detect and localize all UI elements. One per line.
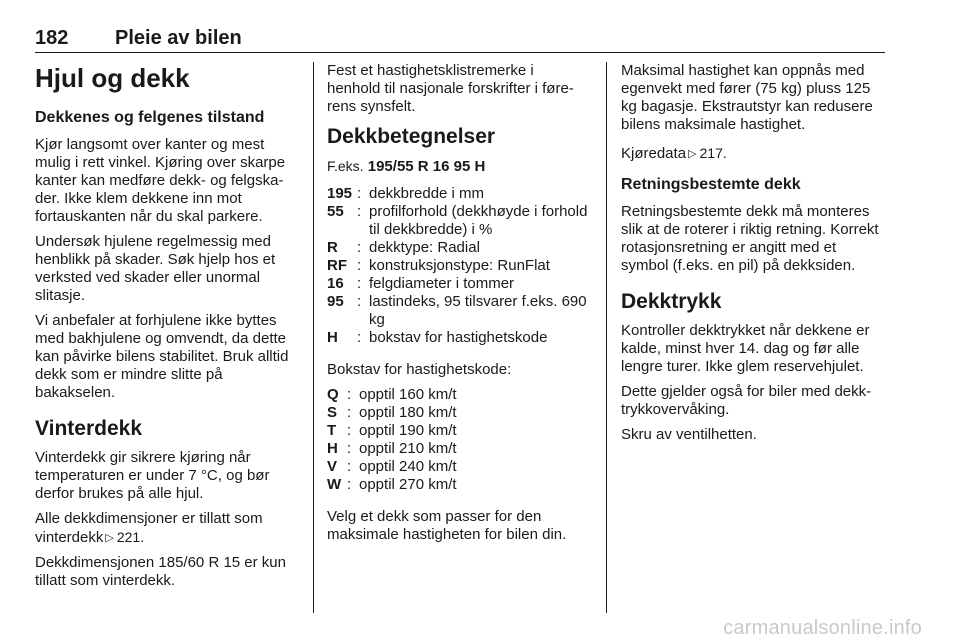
list-item: 55 : profilforhold (dekkhøyde i forhold til dekkbredde) i % <box>327 203 588 238</box>
heading-tire-designations: Dekkbetegnelser <box>327 125 496 148</box>
list-item: T : opptil 190 km/t <box>327 422 457 439</box>
paragraph: Kjør langsomt over kanter og mest mulig i rett vinkel. Kjøring over skarpe kanter kan medføre dekk- og felgskader. Ikke klem dekkene inn mot fortauskanten når du skal parkere. <box>35 136 286 225</box>
heading-tire-pressure: Dekktrykk <box>621 290 722 313</box>
list-item: H : opptil 210 km/t <box>327 440 457 457</box>
list-item: V : opptil 240 km/t <box>327 458 457 475</box>
page-reference-arrow-icon: ▷ <box>105 532 114 544</box>
list-item: H : bokstav for hastighetskode <box>327 329 548 346</box>
paragraph: Bokstav for hastighetskode: <box>327 361 512 378</box>
page-reference-link[interactable]: 221. <box>116 529 145 545</box>
example-prefix: F.eks. <box>327 158 364 174</box>
paragraph: Fest et hastighetsklistremerke i henhold til nasjonale forskrifter i førerens synsfelt. <box>327 62 574 115</box>
paragraph: Kontroller dekktrykket når dekkene er kalde, minst hver 14. dag og før alle lengre turer. Ikke glem reservehjulet. <box>621 322 870 375</box>
watermark: carmanualsonline.info <box>723 617 922 639</box>
paragraph: Retningsbestemte dekk må monteres slik at de roterer i riktig retning. Korrekt rotasjonsretning er angitt med et symbol (f.eks. en pil) på dekksiden. <box>621 203 879 274</box>
subheading-directional-tires: Retningsbestemte dekk <box>621 176 801 193</box>
paragraph: Undersøk hjulene regelmessig med henblikk på skader. Søk hjelp hos et verksted ved skader eller unormal slitasje. <box>35 233 276 304</box>
paragraph: Maksimal hastighet kan oppnås med egenvekt med fører (75 kg) pluss 125 kg bagasje. Ekstrautstyr kan redusere bilens maksimale hastighet. <box>621 62 873 133</box>
paragraph <box>621 144 887 163</box>
paragraph: Velg et dekk som passer for den maksimale hastigheten for bilen din. <box>327 508 567 543</box>
list-item: R : dekktype: Radial <box>327 239 480 256</box>
paragraph-text: Kjøredata <box>621 145 687 162</box>
example-code: 195/55 R 16 95 H <box>367 158 486 175</box>
list-item: 16 : felgdiameter i tommer <box>327 275 515 292</box>
designation-list <box>327 185 591 347</box>
example-line <box>327 157 591 176</box>
page-reference-arrow-icon: ▷ <box>688 148 697 160</box>
column-divider <box>606 62 607 613</box>
subheading-tire-condition: Dekkenes og felgenes tilstand <box>35 109 265 126</box>
paragraph-text: Alle dekkdimensjoner er tillatt som vinterdekk <box>35 510 263 546</box>
page-reference-link[interactable]: 217. <box>699 145 727 161</box>
speed-code-list <box>327 386 591 494</box>
column-2 <box>327 62 591 551</box>
list-item: 95 : lastindeks, 95 tilsvarer f.eks. 690 kg <box>327 293 587 328</box>
page-header <box>35 28 885 53</box>
paragraph: Vi anbefaler at forhjulene ikke byttes med bakhjulene og omvendt, da dette kan påvirke bilens stabilitet. Bruk alltid dekk som er mindre slitte på bakakselen. <box>35 312 289 401</box>
column-3 <box>621 62 887 451</box>
paragraph: Dekkdimensjonen 185/60 R 15 er kun tillatt som vinterdekk. <box>35 554 286 589</box>
page-number: 182 <box>35 27 69 49</box>
list-item: 195 : dekkbredde i mm <box>327 185 485 202</box>
column-divider <box>313 62 314 613</box>
paragraph: Skru av ventilhetten. <box>621 426 757 443</box>
list-item: Q : opptil 160 km/t <box>327 386 457 403</box>
list-item: RF : konstruksjonstype: RunFlat <box>327 257 550 274</box>
chapter-title: Hjul og dekk <box>35 63 190 93</box>
section-title: Pleie av bilen <box>115 27 242 49</box>
list-item: S : opptil 180 km/t <box>327 404 457 421</box>
paragraph <box>35 510 299 547</box>
paragraph: Dette gjelder også for biler med dekktrykkovervåking. <box>621 383 872 418</box>
heading-winter-tires: Vinterdekk <box>35 417 142 440</box>
list-item: W : opptil 270 km/t <box>327 476 457 493</box>
column-1 <box>35 62 299 597</box>
paragraph: Vinterdekk gir sikrere kjøring når temperaturen er under 7 °C, og bør derfor brukes på alle hjul. <box>35 449 270 502</box>
